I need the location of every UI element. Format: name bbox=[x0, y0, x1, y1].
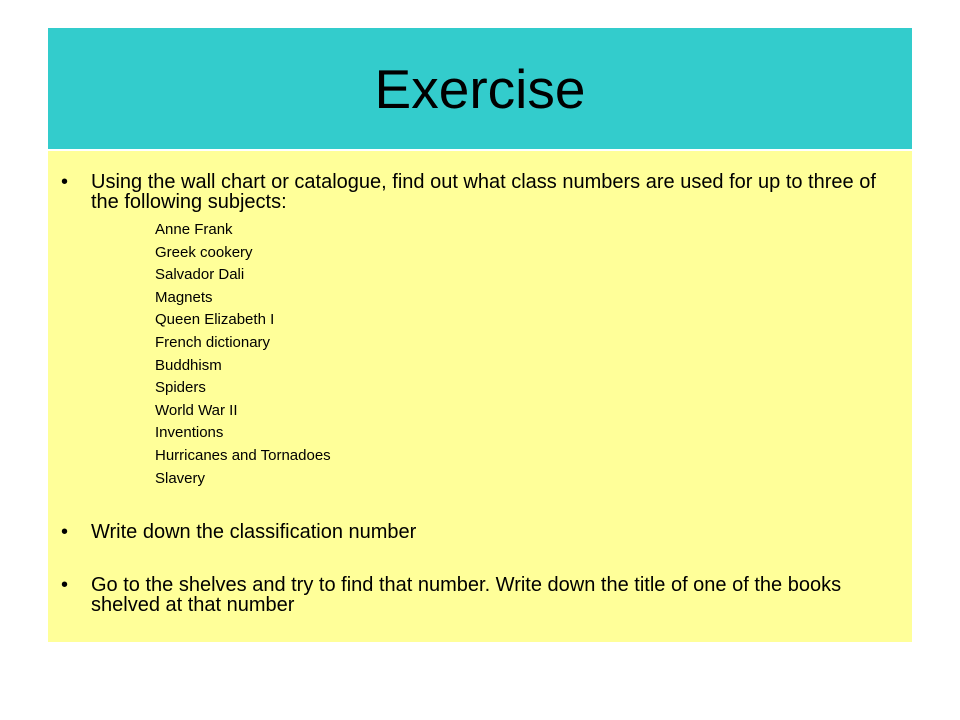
subject-item: French dictionary bbox=[155, 333, 271, 351]
bullet-text: Using the wall chart or catalogue, find out what class numbers are used for up to three of the following subjects: bbox=[91, 171, 876, 213]
bullet-point: • bbox=[61, 521, 69, 543]
subject-item: Magnets bbox=[155, 288, 213, 306]
subject-item: Inventions bbox=[155, 424, 224, 442]
bullet-text: Write down the classification number bbox=[91, 521, 417, 543]
bullet-find-shelves bbox=[61, 575, 901, 615]
bullet-point: • bbox=[61, 171, 69, 193]
subject-item: World War II bbox=[155, 401, 238, 419]
subject-item: Buddhism bbox=[155, 356, 222, 374]
subject-item: Hurricanes and Tornadoes bbox=[155, 446, 331, 464]
subject-item: Salvador Dali bbox=[155, 266, 245, 284]
subject-item: Slavery bbox=[155, 469, 206, 487]
slide-title: Exercise bbox=[374, 58, 586, 120]
subject-list bbox=[155, 221, 331, 492]
subject-item: Anne Frank bbox=[155, 221, 233, 238]
subject-item: Spiders bbox=[155, 379, 206, 397]
bullet-point: • bbox=[61, 574, 69, 596]
subject-item: Queen Elizabeth I bbox=[155, 311, 275, 329]
title-bar bbox=[48, 28, 912, 149]
bullet-write-number bbox=[61, 522, 901, 542]
bullet-text: Go to the shelves and try to find that number. Write down the title of one of the books shelved at that number bbox=[91, 574, 842, 616]
slide-body bbox=[48, 151, 912, 642]
bullet-instruction bbox=[61, 172, 901, 212]
subject-item: Greek cookery bbox=[155, 243, 253, 261]
